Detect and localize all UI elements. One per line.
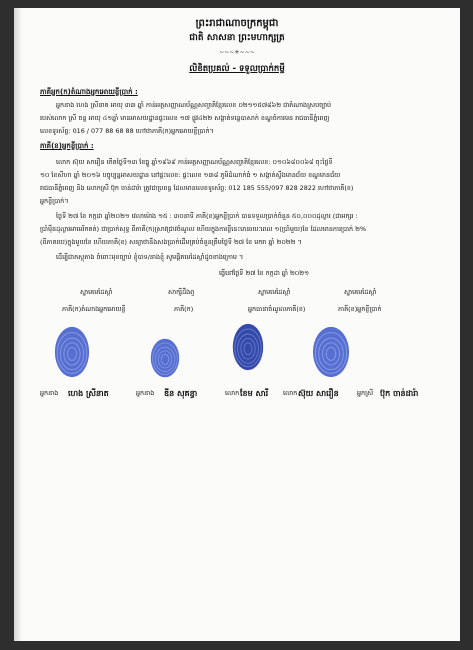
signature-role: ភាគី(ក): [174, 305, 194, 313]
body-line: ប្រាំម៉ឺនដុល្លារអាមេរិកគត់) ជាប្រាក់សុទ្ធ ពីភាគី(ក)ស្រាវជ្រាវចំណូល ហើយក្នុងការខ្ចីនេះមានរយៈពេល ១(ប្រាំមួយ)ខែ ដែលមានការប្រាក់ ២%: [40, 225, 367, 233]
signature-caption: សាក្សីដឹងឮ: [168, 288, 195, 296]
ornament: ~~~⚜~~~: [219, 49, 255, 56]
signatory-title: លោក: [283, 389, 298, 397]
signature-role: ភាគី(ក)តំណាងអ្នកអោយខ្ចី: [62, 305, 126, 313]
page-edge-shadow: [14, 8, 22, 641]
thumbprint-icon: [54, 326, 90, 378]
signature-caption: ស្នាមមេដៃស្តាំ: [258, 288, 291, 296]
thumbprint-icon: [232, 323, 264, 371]
signatory-name: ប៊ុក ចាន់ដារ៉ា: [380, 389, 419, 398]
body-line: (ពីភាគរយ)ក្នុងមួយខែ ហើយភាគី(ខ) សន្យាថានឹងសងប្រាក់ដើមគ្រប់ចំនួនត្រឹមថ្ងៃទី ២៧ ខែ មករា ឆ្នាំ ២០២២ ។: [40, 238, 302, 246]
document-page: [14, 8, 460, 641]
signatory-title: អ្នកនាង: [136, 389, 155, 397]
party-a-line: អ្នកនាង ហេង ស្រីនាត អាយុ ៣៣ ឆ្នាំ កាន់អត្តសញ្ញាណប័ណ្ណសញ្ជាតិខ្មែរលេខ ០២១១៥៧៨៦២ ជាតំណាងស្របច្បាប់: [56, 101, 332, 109]
kingdom-heading: ព្រះរាជាណាចក្រកម្ពុជា: [195, 18, 279, 29]
party-b-heading: ភាគី(ខ)អ្នកខ្ចីប្រាក់ :: [40, 142, 94, 150]
party-a-line: របស់លោក ស្រី ចន្ទ អាយុ ៤១ឆ្នាំ មានអាសយដ្ឋានផ្ទះលេខ ១៧ ផ្លូវ៤២២ សង្កាត់ទន្លេបាសាក់ ខណ្ឌចំការមន រាជធានីភ្នំពេញ: [40, 114, 330, 122]
party-b-line: អ្នកខ្ចីប្រាក់។: [40, 197, 69, 205]
signatory-title: អ្នកនាង: [40, 389, 59, 397]
party-b-line: រាជធានីភ្នំពេញ និង លោកស្រី ប៊ុក ចាន់ដារ៉ា ត្រូវជាប្រពន្ធ ដែលមានលេខទូរស័ព្ទ: 012 185 555/097 828 2822 ហៅថាភាគី(ខ): [40, 184, 354, 192]
signature-caption: ស្នាមមេដៃស្តាំ: [344, 288, 377, 296]
body-line: ដើម្បីជាភស្តុតាង ចំពោះមុខច្បាប់ ខ្ញុំបាទ/នាងខ្ញុំ សូមផ្តិតមេដៃស្តាំដូចខាងក្រោម ។: [56, 253, 244, 261]
motto-heading: ជាតិ សាសនា ព្រះមហាក្សត្រ: [189, 33, 285, 43]
document-title: លិខិតប្រគល់ - ទទួលប្រាក់កម្ចី: [189, 64, 285, 74]
party-b-line: ១០ ខែសីហា ឆ្នាំ ២០១៦ បច្ចុប្បន្នអាសយដ្ឋាន នៅផ្ទះលេខ: ផ្ទះលេខ ១៣៨ ភូមិដំណាក់ធំ ១ សង្កាត់ស្ទឹងមានជ័យ ខណ្ឌមានជ័យ: [40, 171, 341, 179]
signatory-title: អ្នកស្រី: [357, 389, 374, 397]
party-b-line: លោក ស៊ុយ សារឿន កើតថ្ងៃទី១៣ ខែធ្នូ ឆ្នាំ១៩៦៩ កាន់អត្តសញ្ញាណប័ណ្ណសញ្ជាតិខ្មែរលេខ: ០១០៦៨០០៦៨ ចុះថ្ងៃទី: [56, 158, 333, 166]
signatory-name: ស៊ុយ សារឿន: [298, 389, 339, 398]
body-line: ថ្ងៃទី ២៧ ខែ កក្កដា ឆ្នាំ២០២១ វេលាម៉ោង ១៥ : ៣០នាទី ភាគី(ខ)អ្នកខ្ចីប្រាក់ បានទទួលប្រាក់ចំនួន ៥០,០០០ដុល្លារ (ជាអក្សរ :: [56, 212, 358, 220]
signature-role: ភាគី(ខ)អ្នកខ្ចីប្រាក់: [338, 305, 382, 313]
signatory-title: លោក: [225, 389, 240, 397]
thumbprint-icon: [312, 326, 350, 378]
signatory-name: ខែម សារី: [240, 389, 269, 398]
party-a-heading: ភាគីអ្នក(ក)តំណាងអ្នកអោយខ្ចីប្រាក់ :: [40, 88, 138, 96]
signatory-name: ឌីន សុគន្ធា: [164, 389, 198, 398]
party-a-line: លេខទូរស័ព្ទ: 016 / 077 88 68 88 ហៅថាភាគី(ក)អ្នកអោយខ្ចីប្រាក់។: [40, 127, 214, 135]
signature-caption: ស្នាមមេដៃស្តាំ: [80, 288, 113, 296]
signatory-name: ហេង ស្រីនាត: [68, 389, 109, 398]
date-line: ធ្វើនៅថ្ងៃទី ២៧ ខែ កក្កដា ឆ្នាំ ២០២១: [219, 269, 309, 277]
thumbprint-icon: [150, 338, 180, 378]
signature-role: អ្នកធានាចំណូលភាគី(ខ): [248, 305, 306, 313]
